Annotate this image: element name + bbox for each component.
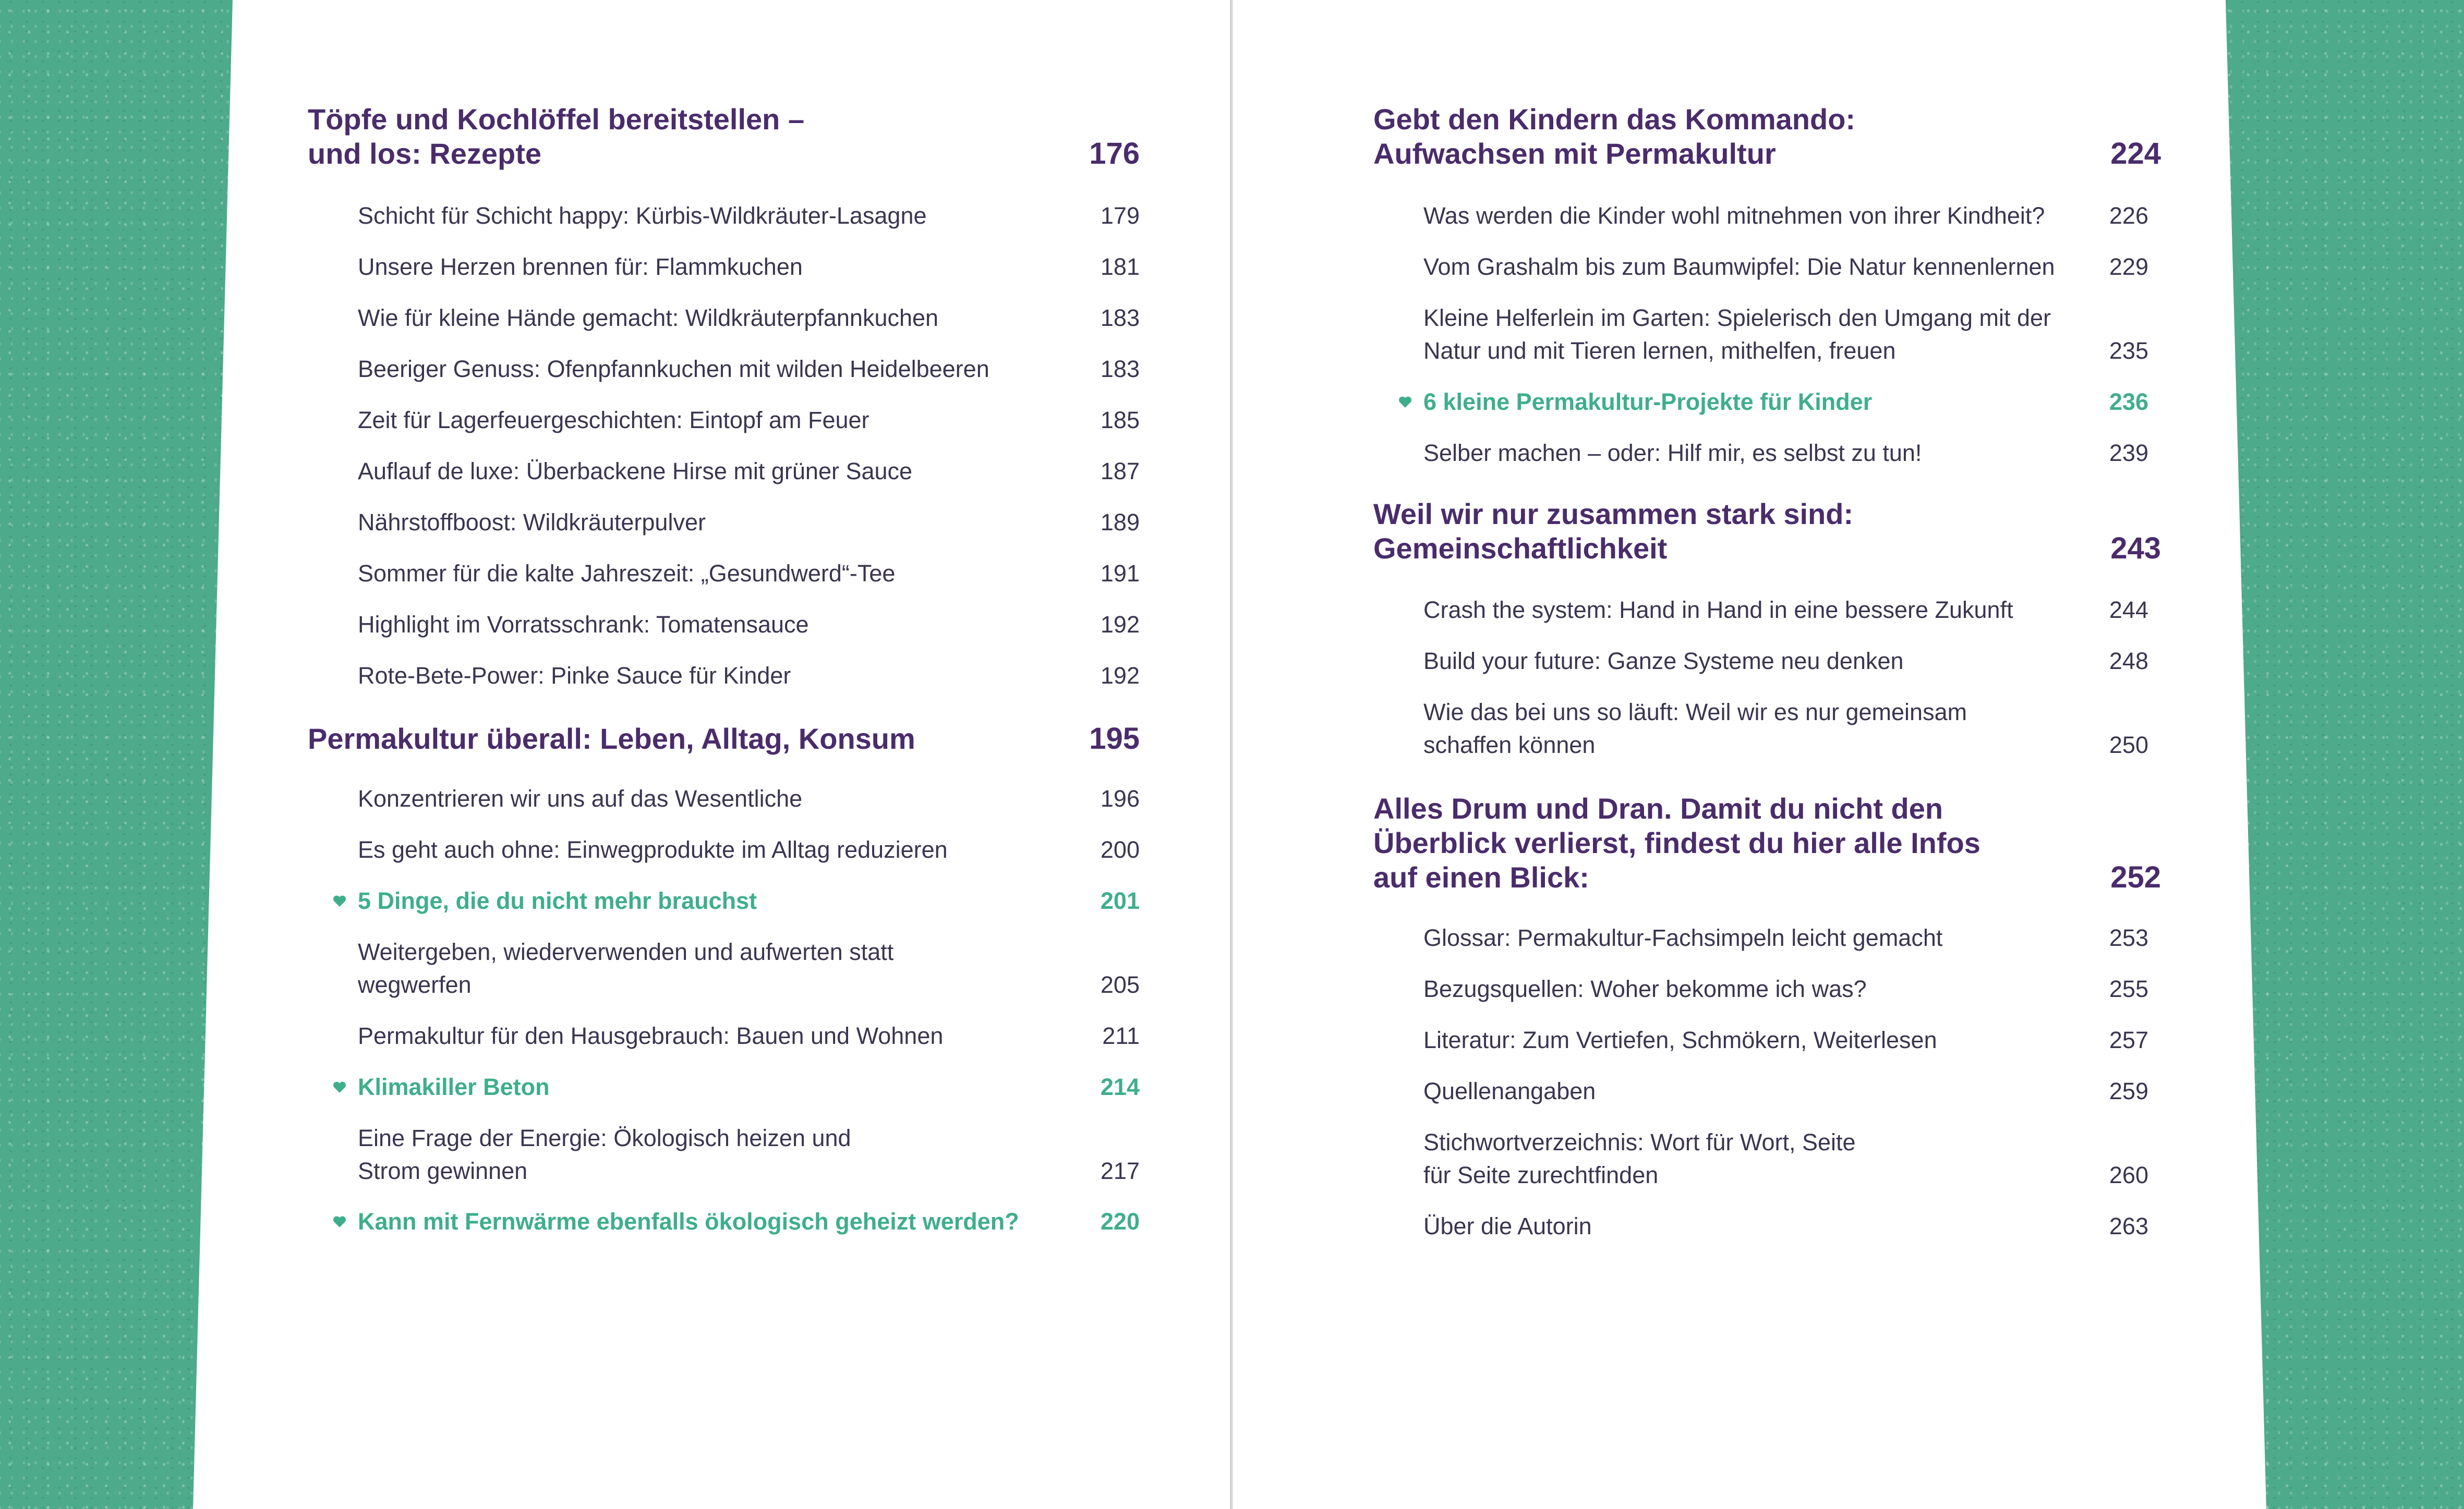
entry-page: 181 <box>1100 253 1140 280</box>
entry-title: 6 kleine Permakultur-Projekte für Kinder <box>1423 388 1873 415</box>
entry-page: 226 <box>2109 202 2148 229</box>
toc-entry <box>358 557 1140 590</box>
toc-entry <box>358 782 1140 815</box>
toc-entry <box>1423 1075 2161 1108</box>
entry-page: 196 <box>1100 785 1140 812</box>
entry-page: 192 <box>1100 662 1140 689</box>
toc-entry <box>358 455 1140 488</box>
toc-section <box>308 722 1140 756</box>
section-title: Gebt den Kindern das Kommando: Aufwachsen mit Permakultur <box>1373 103 1856 170</box>
entry-page: 248 <box>2109 648 2148 674</box>
toc-entry <box>358 250 1140 283</box>
toc-entry <box>1423 593 2161 626</box>
entry-page: 211 <box>1102 1023 1140 1049</box>
entry-page: 191 <box>1100 560 1140 587</box>
toc-section <box>1373 497 2161 566</box>
toc-entry <box>1423 250 2161 283</box>
entry-page: 187 <box>1100 458 1140 484</box>
entry-title: Selber machen – oder: Hilf mir, es selbst zu tun! <box>1423 440 1922 466</box>
section-title: Weil wir nur zusammen stark sind: Gemeinschaftlichkeit <box>1373 497 1854 565</box>
entry-page: 263 <box>2109 1213 2148 1239</box>
entry-page: 220 <box>1100 1208 1140 1235</box>
entry-page: 260 <box>2109 1162 2148 1188</box>
entry-title: Zeit für Lagerfeuergeschichten: Eintopf am Feuer <box>358 407 869 433</box>
entry-title: Klimakiller Beton <box>358 1074 550 1100</box>
toc-entry <box>1423 644 2161 677</box>
entry-title: Literatur: Zum Vertiefen, Schmökern, Weiterlesen <box>1423 1027 1937 1053</box>
entry-page: 239 <box>2109 440 2148 466</box>
toc-section <box>308 102 1140 171</box>
book-spine <box>1230 0 1233 1509</box>
entry-title: Weitergeben, wiederverwenden und aufwerten statt wegwerfen <box>358 939 894 998</box>
toc-entry <box>358 659 1140 692</box>
entry-page: 255 <box>2109 976 2148 1002</box>
entry-page: 236 <box>2109 388 2148 415</box>
toc-entry <box>358 199 1140 232</box>
entry-page: 253 <box>2109 924 2148 951</box>
heart-icon <box>333 1216 346 1227</box>
section-title: Alles Drum und Dran. Damit du nicht den Überblick verlierst, findest du hier alle Infos auf einen Blick: <box>1373 792 1980 894</box>
entry-page: 183 <box>1100 356 1140 382</box>
toc-section <box>1373 792 2161 895</box>
entry-title: Beeriger Genuss: Ofenpfannkuchen mit wilden Heidelbeeren <box>358 356 989 382</box>
toc-section <box>1373 102 2161 171</box>
toc-entry-highlight <box>358 1070 1140 1103</box>
entry-title: Quellenangaben <box>1423 1078 1596 1104</box>
toc-entry <box>1423 696 2161 761</box>
entry-page: 217 <box>1100 1158 1140 1184</box>
toc-entry <box>1423 436 2161 469</box>
section-page: 176 <box>1089 137 1140 171</box>
section-page: 243 <box>2110 531 2161 565</box>
entry-title: Schicht für Schicht happy: Kürbis-Wildkräuter-Lasagne <box>358 202 927 229</box>
entry-title: Build your future: Ganze Systeme neu denken <box>1423 648 1904 674</box>
entry-page: 235 <box>2109 337 2148 364</box>
entry-title: Crash the system: Hand in Hand in eine bessere Zukunft <box>1423 597 2013 623</box>
entry-title: Eine Frage der Energie: Ökologisch heizen und Strom gewinnen <box>358 1125 851 1184</box>
toc-entry <box>358 608 1140 641</box>
entry-title: 5 Dinge, die du nicht mehr brauchst <box>358 887 757 914</box>
entry-title: Kann mit Fernwärme ebenfalls ökologisch geheizt werden? <box>358 1208 1019 1235</box>
entry-title: Nährstoffboost: Wildkräuterpulver <box>358 509 706 536</box>
section-page: 252 <box>2110 860 2161 894</box>
entry-title: Unsere Herzen brennen für: Flammkuchen <box>358 253 803 280</box>
entry-page: 183 <box>1100 305 1140 331</box>
entry-page: 179 <box>1100 202 1140 229</box>
section-page: 195 <box>1089 722 1140 756</box>
section-title: Töpfe und Kochlöffel bereitstellen – und los: Rezepte <box>308 103 805 170</box>
entry-title: Rote-Bete-Power: Pinke Sauce für Kinder <box>358 662 791 689</box>
entry-title: Glossar: Permakultur-Fachsimpeln leicht gemacht <box>1423 924 1943 951</box>
toc-entry <box>1423 1024 2161 1056</box>
entry-page: 259 <box>2109 1078 2148 1104</box>
entry-page: 244 <box>2109 597 2148 623</box>
entry-page: 192 <box>1100 611 1140 638</box>
toc-entry <box>358 352 1140 385</box>
entry-title: Permakultur für den Hausgebrauch: Bauen und Wohnen <box>358 1023 944 1049</box>
entry-title: Bezugsquellen: Woher bekomme ich was? <box>1423 976 1867 1002</box>
toc-entry <box>1423 972 2161 1005</box>
heart-icon <box>333 895 346 907</box>
toc-entry-highlight <box>1423 385 2161 418</box>
entry-title: Konzentrieren wir uns auf das Wesentliche <box>358 785 803 812</box>
toc-entry <box>1423 1210 2161 1243</box>
section-page: 224 <box>2110 137 2161 171</box>
toc-entry <box>358 833 1140 866</box>
entry-title: Vom Grashalm bis zum Baumwipfel: Die Natur kennenlernen <box>1423 253 2055 280</box>
entry-title: Sommer für die kalte Jahreszeit: „Gesundwerd“-Tee <box>358 560 896 587</box>
heart-icon <box>333 1081 346 1093</box>
entry-title: Wie für kleine Hände gemacht: Wildkräuterpfannkuchen <box>358 305 939 331</box>
toc-entry <box>1423 921 2161 954</box>
toc-entry <box>358 1122 1140 1187</box>
section-title: Permakultur überall: Leben, Alltag, Konsum <box>308 722 915 755</box>
entry-page: 200 <box>1100 836 1140 863</box>
entry-page: 201 <box>1100 887 1140 914</box>
entry-page: 229 <box>2109 253 2148 280</box>
toc-entry-highlight <box>358 884 1140 917</box>
entry-page: 205 <box>1100 971 1140 998</box>
heart-icon <box>1398 396 1412 408</box>
entry-title: Auflauf de luxe: Überbackene Hirse mit grüner Sauce <box>358 458 913 484</box>
entry-page: 250 <box>2109 732 2148 758</box>
entry-title: Über die Autorin <box>1423 1213 1592 1239</box>
toc-entry <box>1423 199 2161 232</box>
entry-page: 257 <box>2109 1027 2148 1053</box>
toc-entry <box>358 1019 1140 1052</box>
entry-title: Highlight im Vorratsschrank: Tomatensauce <box>358 611 809 638</box>
entry-page: 214 <box>1100 1074 1140 1100</box>
toc-entry <box>358 301 1140 334</box>
toc-entry <box>358 404 1140 436</box>
entry-title: Kleine Helferlein im Garten: Spielerisch den Umgang mit der Natur und mit Tieren lernen, mithelfen, freuen <box>1423 305 2051 364</box>
entry-title: Stichwortverzeichnis: Wort für Wort, Seite für Seite zurechtfinden <box>1423 1129 1856 1188</box>
toc-entry-highlight <box>358 1205 1140 1238</box>
toc-entry <box>1423 1126 2161 1191</box>
toc-entry <box>358 506 1140 539</box>
entry-page: 189 <box>1100 509 1140 536</box>
entry-title: Was werden die Kinder wohl mitnehmen von ihrer Kindheit? <box>1423 202 2045 229</box>
entry-title: Wie das bei uns so läuft: Weil wir es nur gemeinsam schaffen können <box>1423 699 1967 758</box>
toc-entry <box>358 935 1140 1001</box>
entry-page: 185 <box>1100 407 1140 433</box>
entry-title: Es geht auch ohne: Einwegprodukte im Alltag reduzieren <box>358 836 948 863</box>
toc-entry <box>1423 301 2161 367</box>
